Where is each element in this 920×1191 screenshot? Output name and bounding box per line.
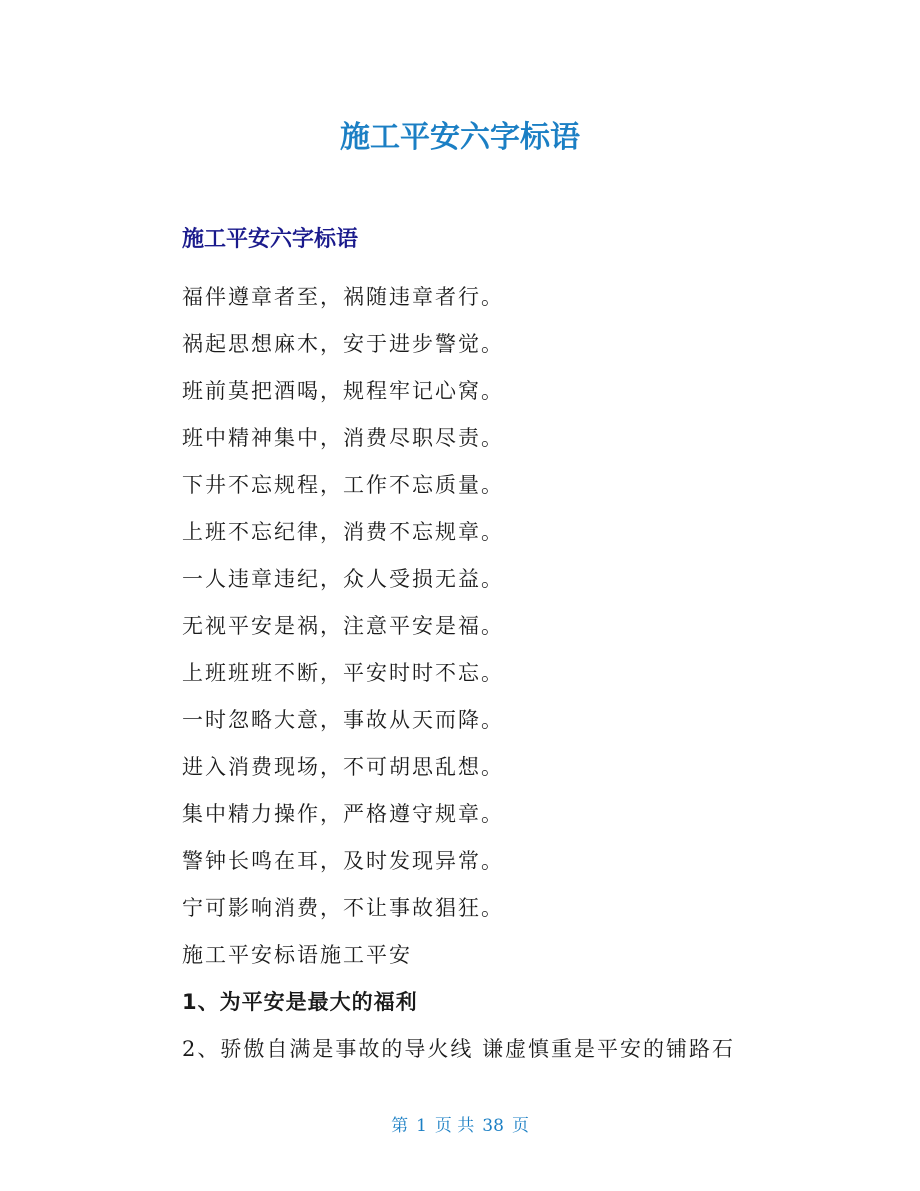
numbered-item: 1、为平安是最大的福利 <box>182 990 418 1014</box>
slogan-line: 警钟长鸣在耳，及时发现异常。 <box>182 849 504 873</box>
page-label-prefix: 第 <box>391 1116 409 1136</box>
current-page-number: 1 <box>416 1116 427 1136</box>
numbered-item: 2、骄傲自满是事故的导火线 谦虚慎重是平安的铺路石 <box>182 1037 736 1061</box>
slogan-line: 宁可影响消费，不让事故猖狂。 <box>182 896 504 920</box>
slogan-line: 上班不忘纪律，消费不忘规章。 <box>182 520 504 544</box>
page-footer <box>0 1112 920 1140</box>
slogan-line: 班中精神集中，消费尽职尽责。 <box>182 426 504 450</box>
slogan-line: 祸起思想麻木，安于进步警觉。 <box>182 332 504 356</box>
slogan-line: 上班班班不断，平安时时不忘。 <box>182 661 504 685</box>
total-pages-number: 38 <box>482 1116 504 1136</box>
slogan-line: 福伴遵章者至，祸随违章者行。 <box>182 285 504 309</box>
slogan-list <box>182 277 735 1076</box>
page-label-mid: 页 共 <box>434 1116 475 1136</box>
slogan-line: 下井不忘规程，工作不忘质量。 <box>182 473 504 497</box>
slogan-line: 一人违章违纪，众人受损无益。 <box>182 567 504 591</box>
page-label-suffix: 页 <box>511 1116 529 1136</box>
slogan-line: 集中精力操作，严格遵守规章。 <box>182 802 504 826</box>
document-title: 施工平安六字标语 <box>340 120 580 155</box>
subsection-line: 施工平安标语施工平安 <box>182 943 412 967</box>
slogan-line: 进入消费现场，不可胡思乱想。 <box>182 755 504 779</box>
slogan-line: 无视平安是祸，注意平安是福。 <box>182 614 504 638</box>
slogan-line: 班前莫把酒喝，规程牢记心窝。 <box>182 379 504 403</box>
slogan-line: 一时忽略大意，事故从天而降。 <box>182 708 504 732</box>
section-heading: 施工平安六字标语 <box>182 227 359 252</box>
